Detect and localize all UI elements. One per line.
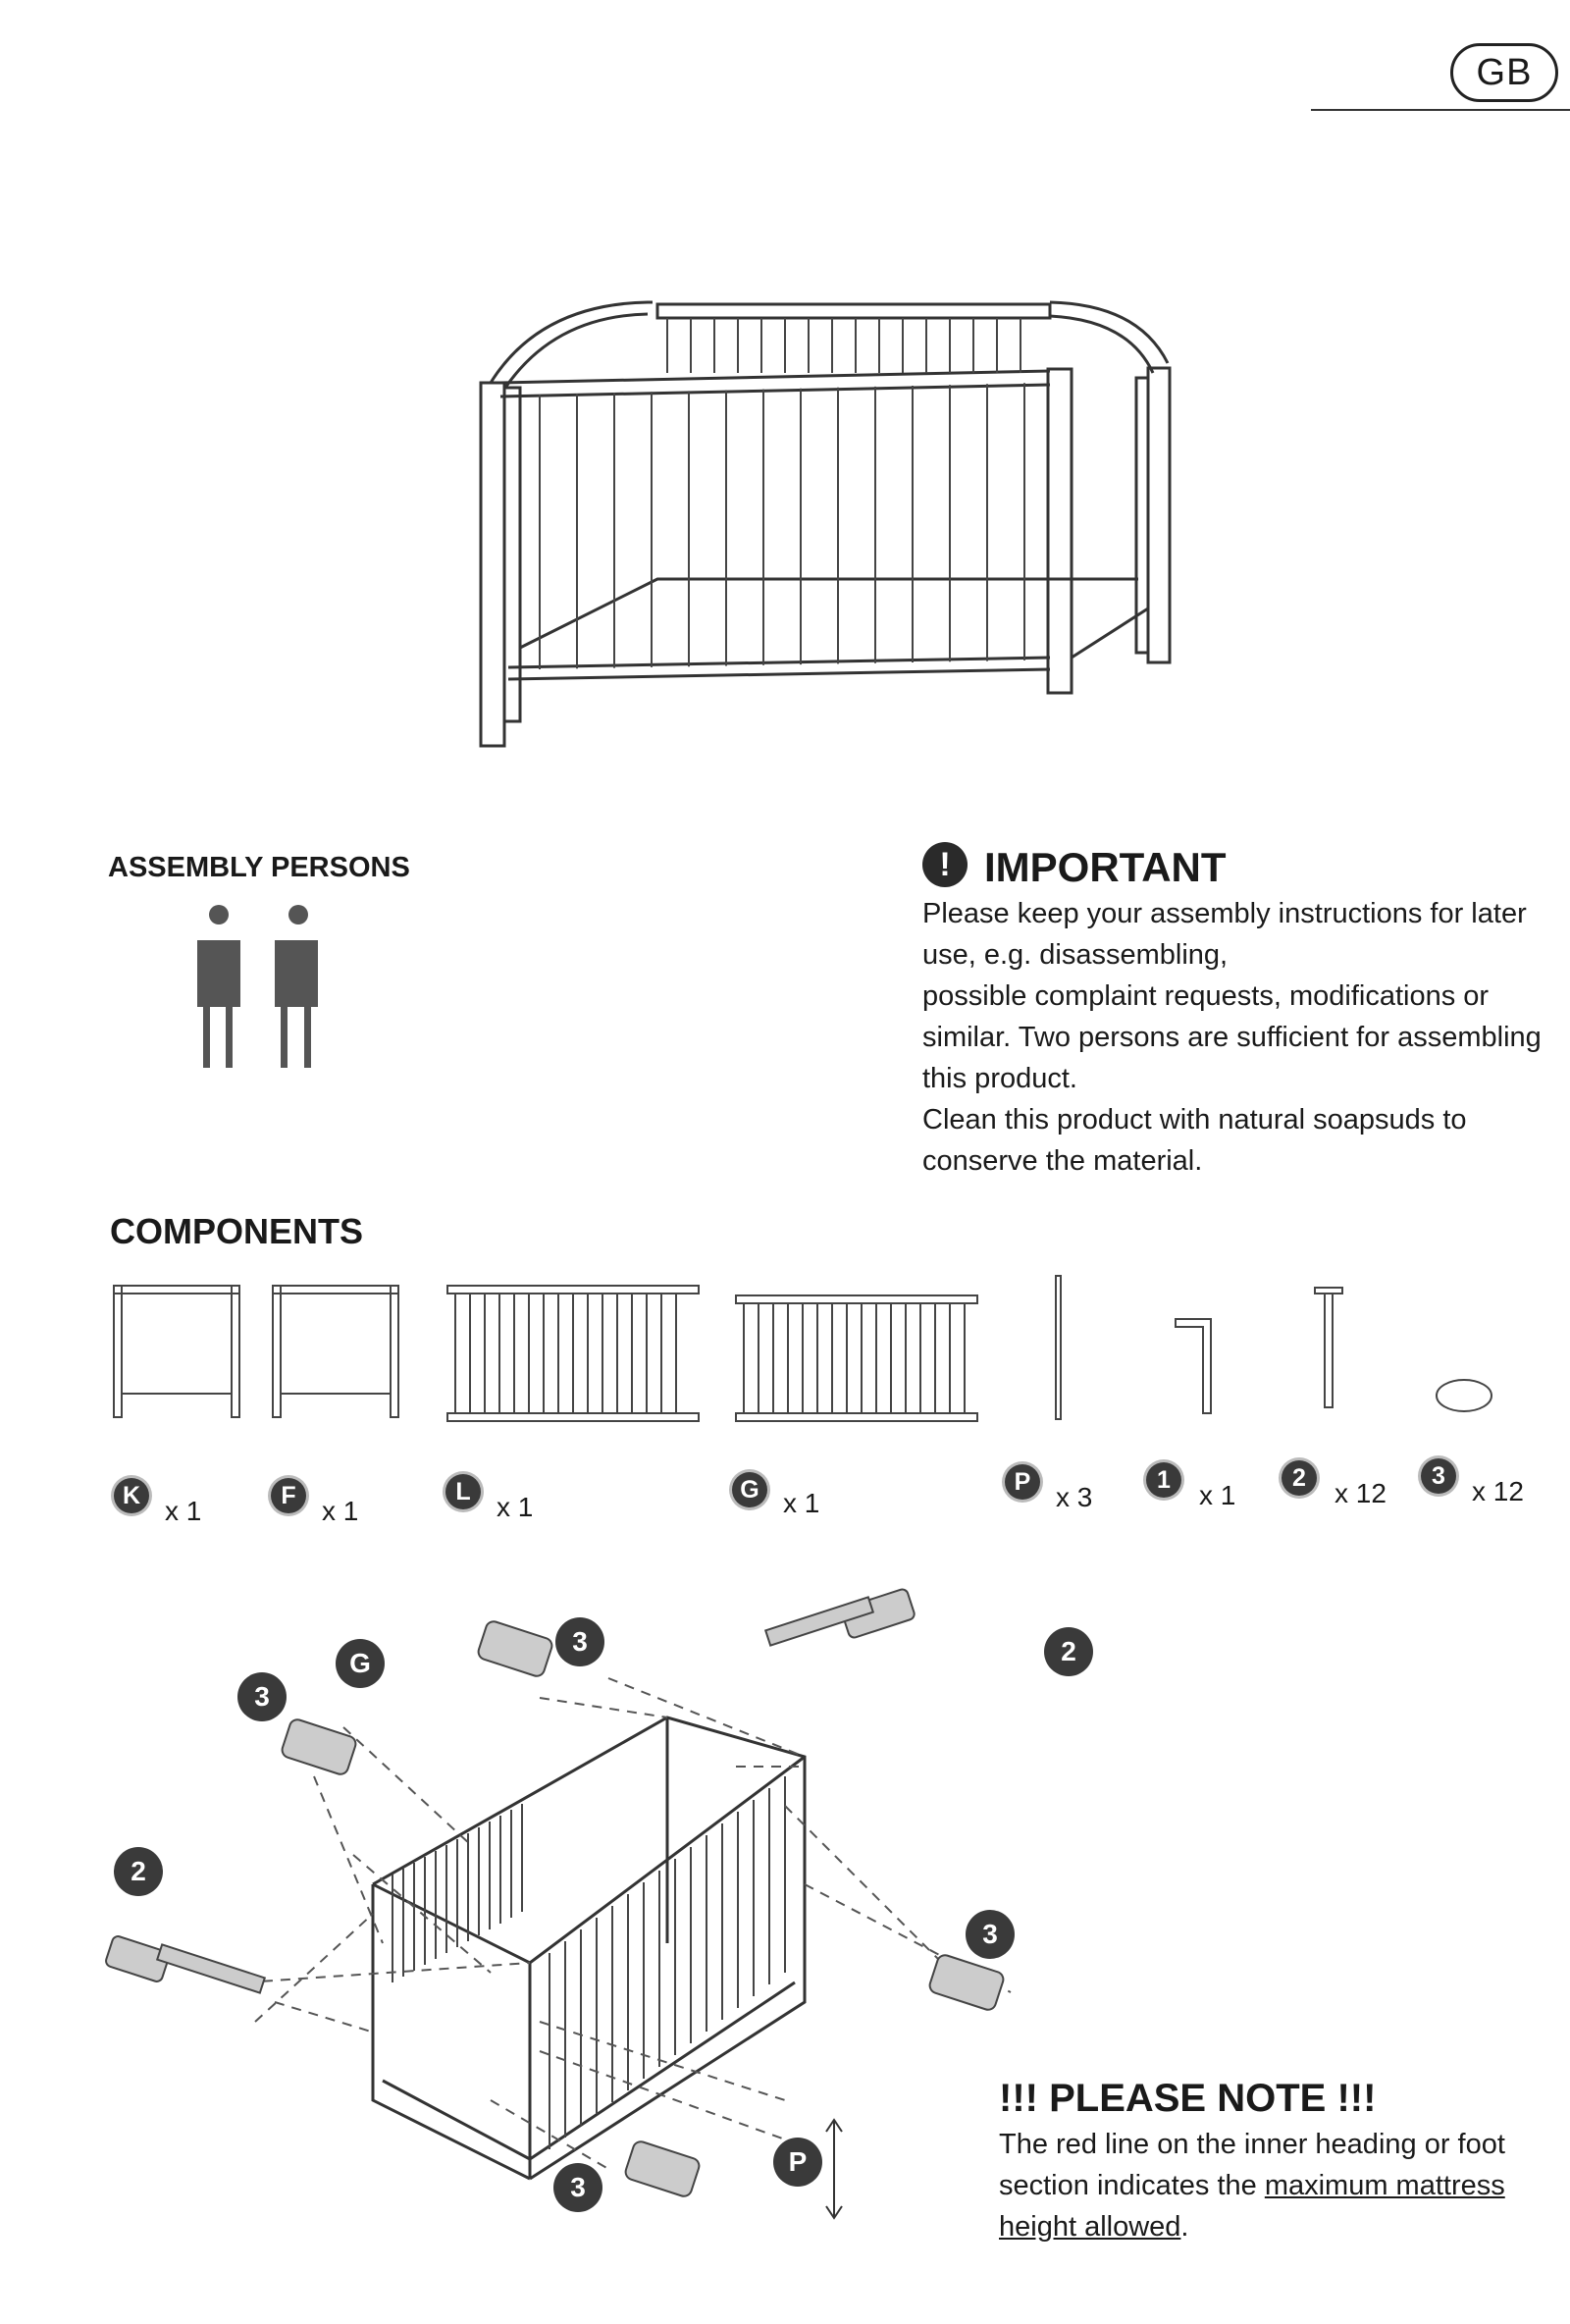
component-k-drawing: [114, 1286, 239, 1417]
important-line: Please keep your assembly instructions for later use, e.g. disassembling,: [922, 898, 1527, 971]
components-title: COMPONENTS: [110, 1211, 364, 1251]
component-badge-f: F: [271, 1478, 306, 1513]
please-note-text: [999, 2124, 1558, 2247]
note-text-underlined: maximum mattress height allowed: [999, 2170, 1505, 2243]
language-badge: GB: [1450, 43, 1558, 102]
components-drawings: [98, 1266, 1531, 1443]
callout-3-bottom: 3: [553, 2163, 602, 2212]
component-g-drawing: [736, 1295, 977, 1421]
please-note-title: !!! PLEASE NOTE !!!: [999, 2077, 1377, 2120]
callout-3-left: 3: [237, 1672, 287, 1721]
component-p-drawing: [1056, 1276, 1061, 1419]
callout-p: P: [773, 2138, 822, 2187]
note-text-before: The red line on the inner heading or foot section indicates the: [999, 2129, 1505, 2201]
component-qty-3: x 12: [1472, 1476, 1524, 1506]
callout-3-top: 3: [555, 1617, 604, 1666]
callout-2-left: 2: [114, 1847, 163, 1896]
callout-3-right: 3: [966, 1910, 1015, 1959]
component-f-drawing: [273, 1286, 398, 1417]
component-2-drawing: [1315, 1288, 1342, 1407]
component-qty-l: x 1: [497, 1492, 534, 1522]
two-persons-icon: [192, 901, 320, 1072]
note-text-after: .: [1180, 2211, 1189, 2243]
component-badge-2: 2: [1282, 1460, 1317, 1496]
important-title: IMPORTANT: [984, 844, 1227, 890]
component-badge-g: G: [732, 1472, 767, 1507]
component-3-drawing: [1437, 1380, 1492, 1411]
component-qty-k: x 1: [165, 1496, 202, 1526]
component-badge-p: P: [1005, 1464, 1040, 1500]
callout-g: G: [336, 1639, 385, 1688]
component-badge-1: 1: [1146, 1462, 1181, 1498]
exclamation-icon: !: [922, 842, 968, 887]
callout-2-right: 2: [1044, 1627, 1093, 1676]
component-l-drawing: [447, 1286, 699, 1421]
important-line: possible complaint requests, modifications or similar. Two persons are sufficient for assembling this product.: [922, 980, 1542, 1094]
header-rule: [1311, 109, 1570, 111]
component-qty-p: x 3: [1056, 1482, 1093, 1512]
component-badge-3: 3: [1421, 1458, 1456, 1494]
component-qty-f: x 1: [322, 1496, 359, 1526]
component-badge-k: K: [114, 1478, 149, 1513]
assembly-persons-title: ASSEMBLY PERSONS: [108, 852, 410, 883]
component-1-drawing: [1176, 1319, 1211, 1413]
crib-illustration: [461, 275, 1187, 766]
component-qty-g: x 1: [783, 1488, 820, 1518]
important-line: Clean this product with natural soapsuds to conserve the material.: [922, 1104, 1467, 1177]
component-qty-2: x 12: [1334, 1478, 1387, 1508]
important-text: [922, 893, 1560, 1182]
component-qty-1: x 1: [1199, 1480, 1236, 1510]
component-badge-l: L: [445, 1474, 481, 1509]
